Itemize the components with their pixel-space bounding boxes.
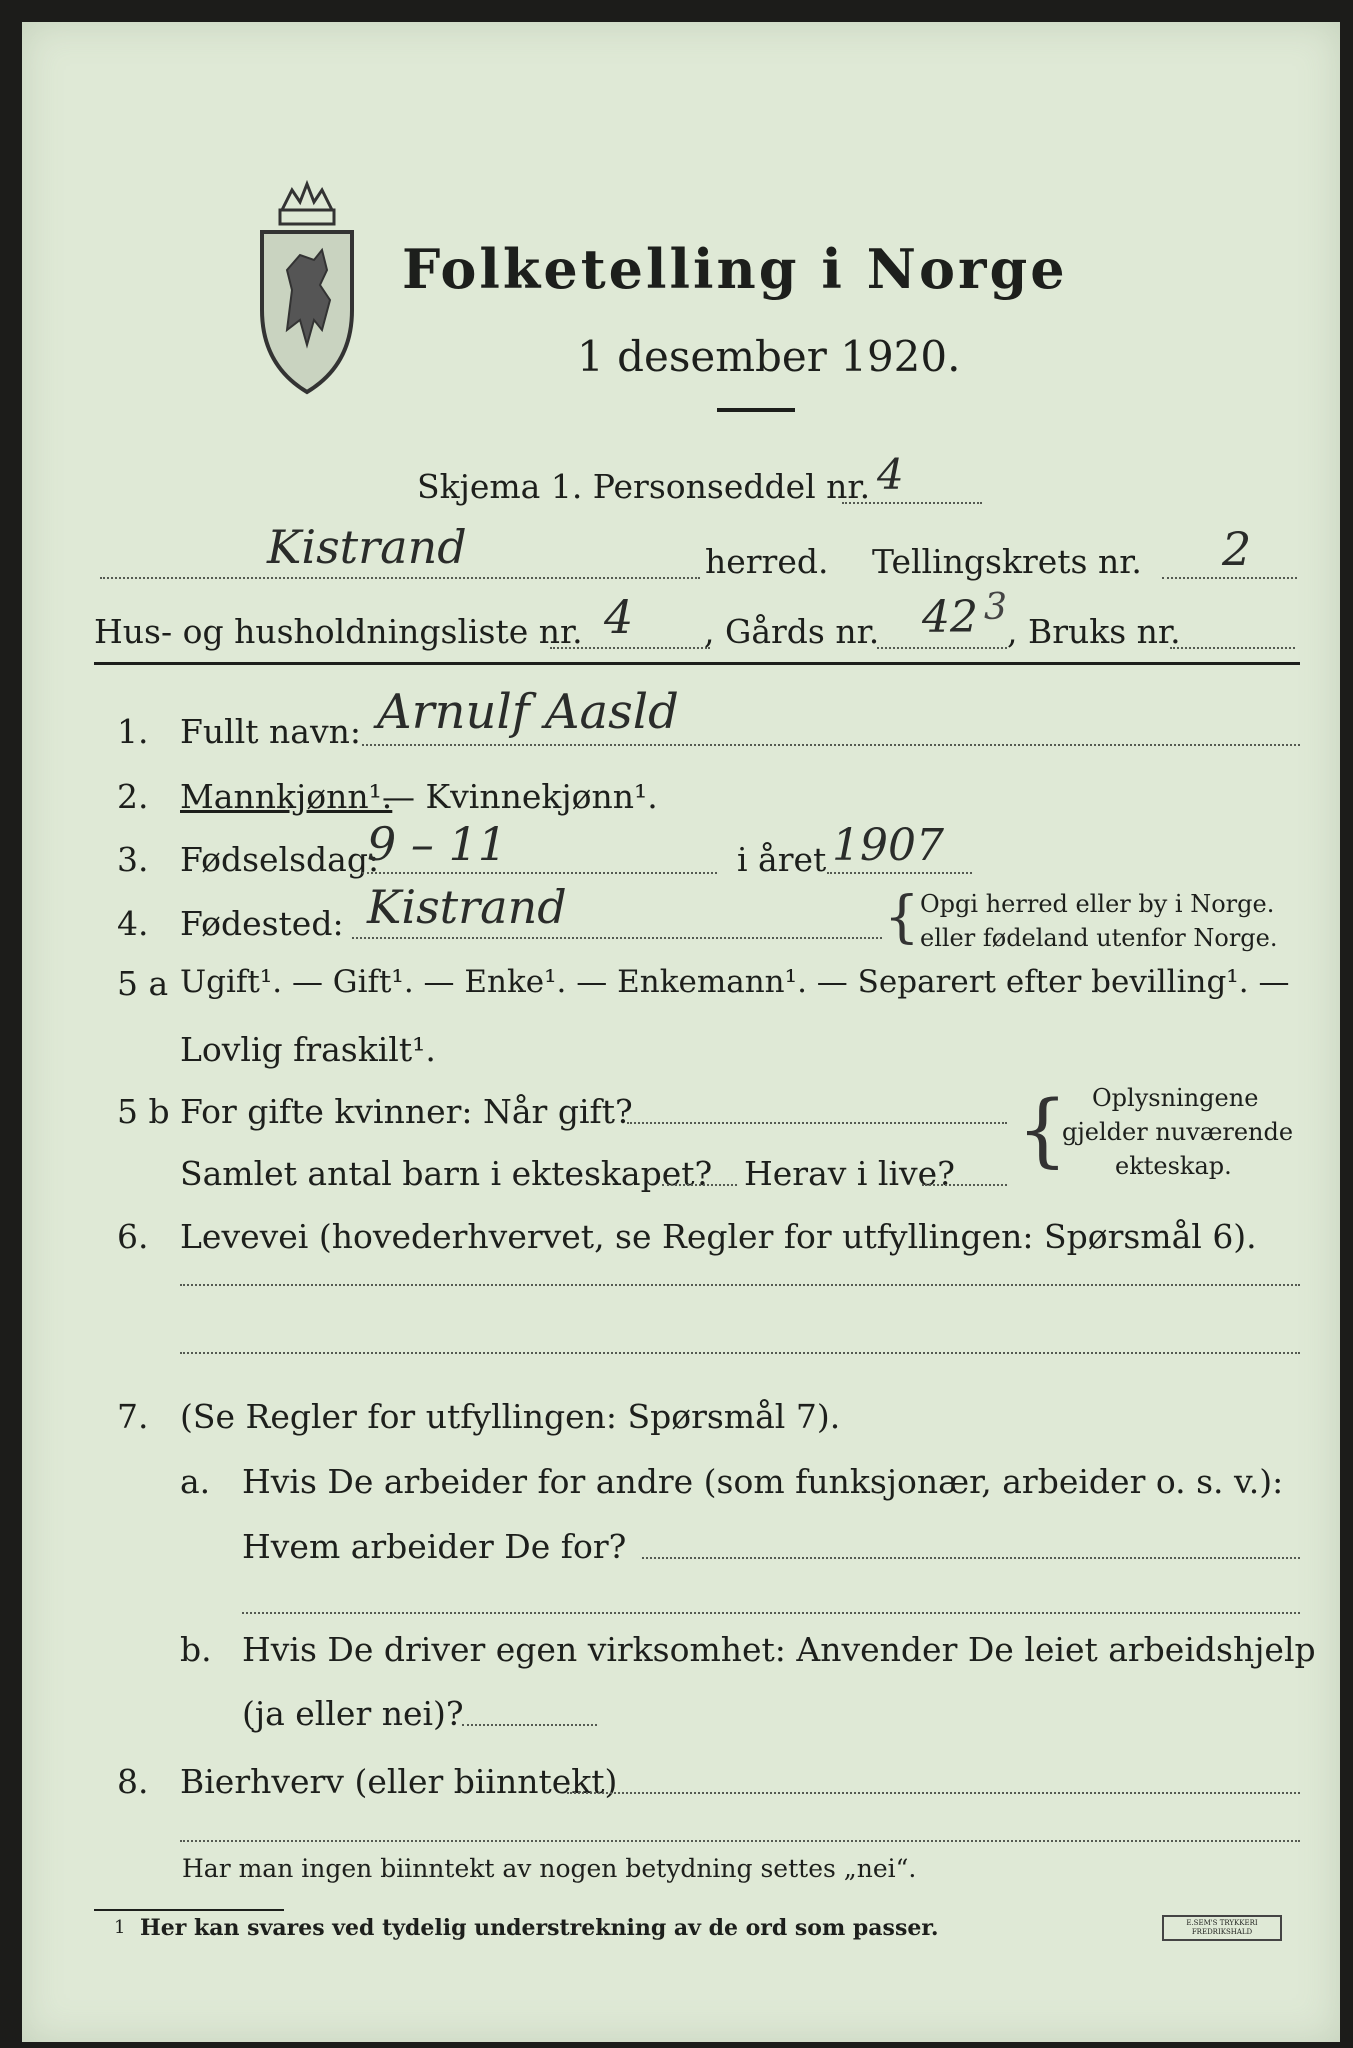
bruks-label: , Bruks nr. xyxy=(1007,612,1181,651)
q7a-employer-label: Hvem arbeider De for? xyxy=(242,1527,627,1566)
q8-label: Bierhverv (eller biinntekt) xyxy=(180,1762,618,1801)
q7a-employer-line1 xyxy=(642,1557,1300,1559)
skjema-label: Skjema 1. Personseddel nr. xyxy=(417,467,871,506)
q2-male-option[interactable]: Mannkjønn¹. xyxy=(180,777,393,816)
header-divider xyxy=(94,662,1300,665)
gards-correction: 3 xyxy=(984,587,1007,628)
q3-value-line xyxy=(362,872,717,874)
q2-female-option[interactable]: — Kvinnekjønn¹. xyxy=(382,777,658,816)
q4-value-line xyxy=(352,937,882,939)
q3-year-line xyxy=(827,872,972,874)
footnote-divider xyxy=(94,1909,284,1911)
q5b-brace: { xyxy=(1017,1083,1068,1176)
herred-value[interactable]: Kistrand xyxy=(267,520,467,574)
q5b-when-married-line xyxy=(627,1122,1007,1124)
q5b-alive-label: Herav i live? xyxy=(744,1154,955,1193)
q5a-number: 5 a xyxy=(117,964,169,1003)
q1-value-line xyxy=(362,744,1300,746)
q5b-note-line2: gjelder nuværende xyxy=(1062,1118,1294,1146)
footnote-text: Her kan svares ved tydelig understrekning av de ord som passer. xyxy=(140,1915,939,1941)
q7-number: 7. xyxy=(117,1397,149,1436)
bruks-value-line xyxy=(1170,647,1295,649)
q6-number: 6. xyxy=(117,1217,149,1256)
q5b-alive-line xyxy=(922,1184,1007,1186)
q5b-children-label: Samlet antal barn i ekteskapet? xyxy=(180,1154,713,1193)
gards-value-line xyxy=(877,647,1007,649)
q8-answer-line2 xyxy=(180,1840,1300,1842)
gards-label: , Gårds nr. xyxy=(704,612,880,651)
printer-stamp-text: E.SEM'S TRYKKERI FREDRIKSHALD xyxy=(1186,1919,1258,1936)
herred-label: herred. xyxy=(705,542,829,581)
skjema-value[interactable]: 4 xyxy=(877,450,904,499)
title-divider xyxy=(717,408,795,412)
q3-label: Fødselsdag: xyxy=(180,840,380,879)
q3-year-label: i året xyxy=(737,840,827,879)
q3-number: 3. xyxy=(117,840,149,879)
q8-nei-note: Har man ingen biinntekt av nogen betydning settes „nei“. xyxy=(182,1854,917,1883)
q4-brace: { xyxy=(884,885,920,950)
q4-number: 4. xyxy=(117,904,149,943)
footnote-number: 1 xyxy=(114,1917,126,1938)
q8-answer-line1 xyxy=(567,1792,1300,1794)
hus-value-line xyxy=(550,647,710,649)
q6-answer-line2 xyxy=(180,1352,1300,1354)
q5b-number: 5 b xyxy=(117,1092,170,1131)
q5b-note-line1: Oplysningene xyxy=(1092,1084,1259,1112)
q7a-letter: a. xyxy=(180,1462,211,1501)
q4-birthplace-value[interactable]: Kistrand xyxy=(367,880,567,934)
q3-birthday-value[interactable]: 9 – 11 xyxy=(367,817,508,871)
form-date: 1 desember 1920. xyxy=(577,332,961,381)
q3-year-value[interactable]: 1907 xyxy=(832,820,944,871)
q4-note-line1: Opgi herred eller by i Norge. xyxy=(920,890,1275,918)
q2-number: 2. xyxy=(117,777,149,816)
q8-number: 8. xyxy=(117,1762,149,1801)
q5a-options[interactable]: Ugift¹. — Gift¹. — Enke¹. — Enkemann¹. — Separert efter bevilling¹. — xyxy=(180,964,1290,1000)
gards-value[interactable]: 42 xyxy=(922,592,978,643)
q7b-yes-no-label: (ja eller nei)? xyxy=(242,1694,464,1733)
tellingskrets-label: Tellingskrets nr. xyxy=(872,542,1142,581)
skjema-value-line xyxy=(842,502,982,504)
census-form-page xyxy=(22,22,1340,2042)
q5b-when-married-label: For gifte kvinner: Når gift? xyxy=(180,1092,633,1131)
q6-answer-line1 xyxy=(180,1284,1300,1286)
printer-stamp xyxy=(1162,1915,1282,1941)
q6-label: Levevei (hovederhvervet, se Regler for utfyllingen: Spørsmål 6). xyxy=(180,1217,1257,1256)
q4-label: Fødested: xyxy=(180,904,344,943)
form-title: Folketelling i Norge xyxy=(402,237,1068,301)
q1-label: Fullt navn: xyxy=(180,712,361,751)
herred-value-line xyxy=(100,577,700,579)
q1-name-value[interactable]: Arnulf Aasld xyxy=(377,684,679,740)
q7b-yes-no-line xyxy=(462,1724,597,1726)
q7a-text: Hvis De arbeider for andre (som funksjonær, arbeider o. s. v.): xyxy=(242,1462,1284,1501)
q7b-text: Hvis De driver egen virksomhet: Anvender De leiet arbeidshjelp xyxy=(242,1630,1316,1669)
q4-note-line2: eller fødeland utenfor Norge. xyxy=(920,924,1278,952)
q5b-children-line xyxy=(662,1184,737,1186)
q5b-note-line3: ekteskap. xyxy=(1115,1152,1232,1180)
q7-label: (Se Regler for utfyllingen: Spørsmål 7). xyxy=(180,1397,841,1436)
coat-of-arms-icon xyxy=(242,180,372,400)
q5a-options-cont[interactable]: Lovlig fraskilt¹. xyxy=(180,1030,436,1069)
hus-value[interactable]: 4 xyxy=(604,590,634,644)
hus-label: Hus- og husholdningsliste nr. xyxy=(94,612,583,651)
q7a-employer-line2 xyxy=(242,1612,1300,1614)
q7b-letter: b. xyxy=(180,1630,212,1669)
tellingskrets-value[interactable]: 2 xyxy=(1222,522,1252,576)
q1-number: 1. xyxy=(117,712,149,751)
tellingskrets-value-line xyxy=(1162,577,1297,579)
